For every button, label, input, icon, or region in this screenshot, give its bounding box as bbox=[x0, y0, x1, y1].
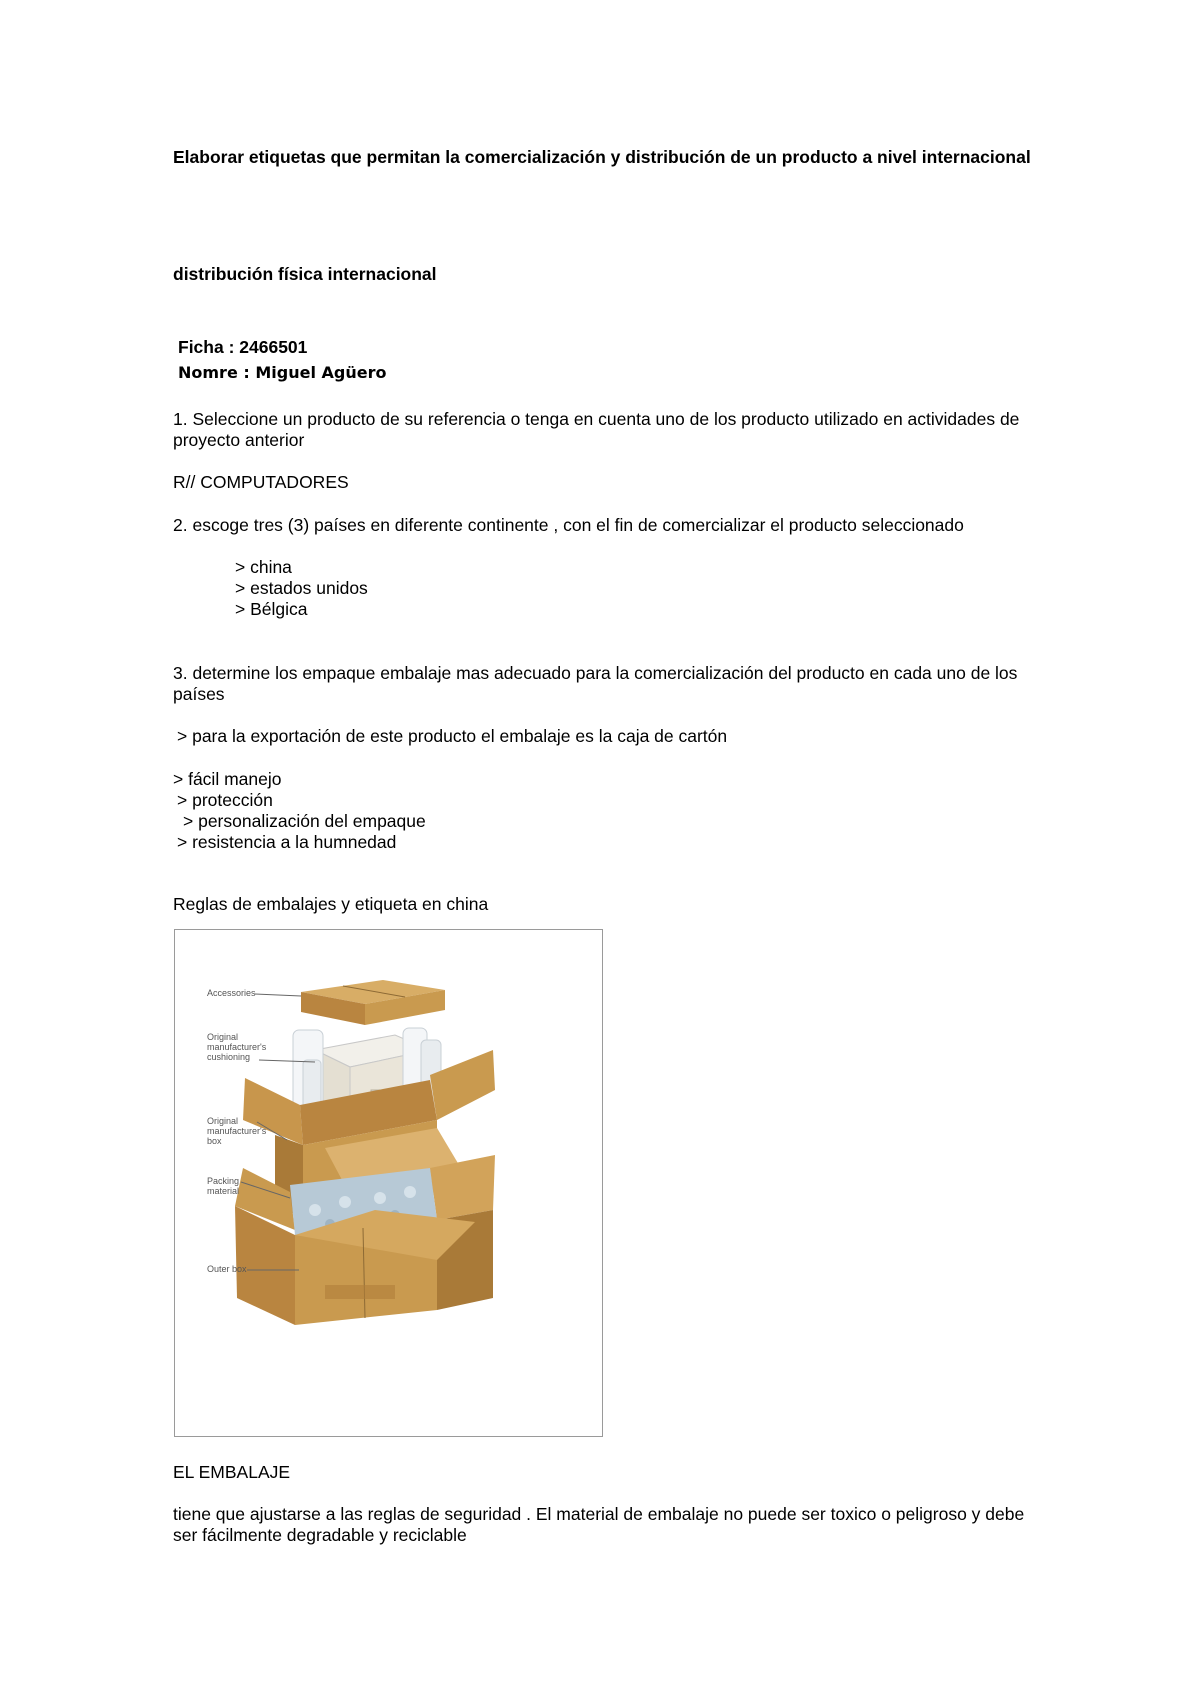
label-cushioning: Original manufacturer's cushioning bbox=[207, 1032, 267, 1062]
embalaje-heading: EL EMBALAJE bbox=[173, 1462, 291, 1482]
question-3: 3. determine los empaque embalaje mas adecuado para la comercialización del producto en cada uno de los países bbox=[173, 663, 1018, 704]
country-item: > estados unidos bbox=[235, 578, 368, 598]
feature-item: > fácil manejo bbox=[173, 769, 282, 789]
feature-item: > resistencia a la humnedad bbox=[177, 832, 397, 852]
student-name: Nomre : Miguel Agüero bbox=[178, 363, 387, 382]
answer-3: > para la exportación de este producto el embalaje es la caja de cartón bbox=[177, 726, 728, 746]
country-item: > china bbox=[235, 557, 292, 577]
packaging-illustration bbox=[174, 929, 603, 1437]
document-title: Elaborar etiquetas que permitan la comercialización y distribución de un producto a nivel internacional bbox=[173, 147, 1031, 167]
answer-1: R// COMPUTADORES bbox=[173, 472, 349, 492]
country-item: > Bélgica bbox=[235, 599, 308, 619]
feature-item: > personalización del empaque bbox=[183, 811, 426, 831]
label-original-box: Original manufacturer's box bbox=[207, 1116, 267, 1146]
feature-item: > protección bbox=[177, 790, 273, 810]
question-1: 1. Seleccione un producto de su referencia o tenga en cuenta uno de los producto utilizado en actividades de proyecto anterior bbox=[173, 409, 1020, 450]
label-packing-material: Packing material bbox=[207, 1176, 240, 1196]
embalaje-text: tiene que ajustarse a las reglas de seguridad . El material de embalaje no puede ser toxico o peligroso y debe ser fácilmente degradable y reciclable bbox=[173, 1504, 1025, 1545]
ficha-number: Ficha : 2466501 bbox=[178, 337, 308, 357]
rules-heading: Reglas de embalajes y etiqueta en china bbox=[173, 894, 489, 914]
document-subtitle: distribución física internacional bbox=[173, 264, 437, 284]
label-outer-box: Outer box bbox=[207, 1264, 247, 1274]
label-accessories: Accessories bbox=[207, 988, 256, 998]
question-2: 2. escoge tres (3) países en diferente continente , con el fin de comercializar el producto seleccionado bbox=[173, 515, 964, 535]
